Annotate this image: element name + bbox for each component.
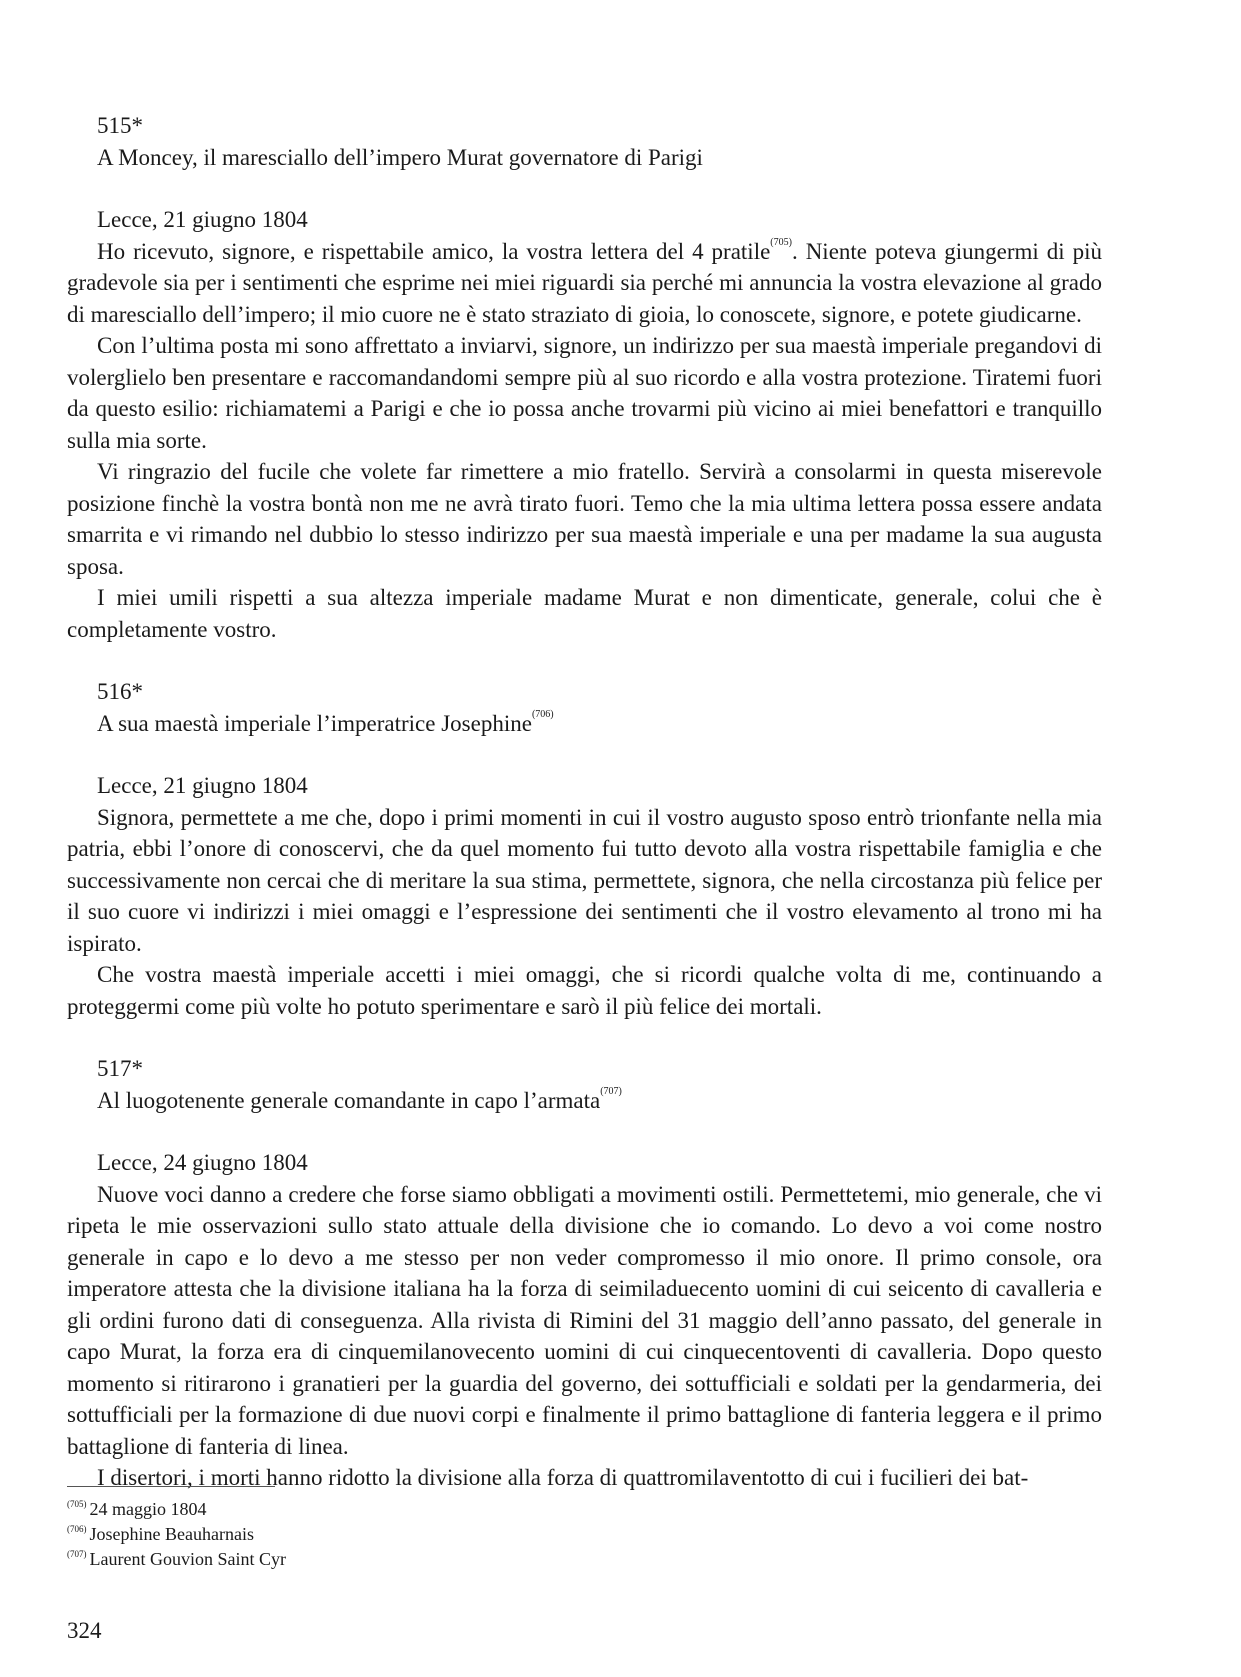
letter-number: 517* (97, 1056, 143, 1081)
footnote-mark: (707) (67, 1549, 87, 1559)
recipient-text: Al luogotenente generale comandante in capo l’armata (97, 1087, 601, 1113)
footnote-text: Josephine Beauharnais (89, 1524, 254, 1544)
letter-date: Lecce, 21 giugno 1804 (97, 207, 308, 232)
letter-paragraph: I disertori, i morti hanno ridotto la divisione alla forza di quattromilaventotto di cui i fucilieri dei bat- (97, 1465, 1029, 1490)
recipient-text: A sua maestà imperiale l’imperatrice Josephine (97, 710, 532, 736)
letter-paragraph: Nuove voci danno a credere che forse siamo obbligati a movimenti ostili. Permettetemi, mio generale, che vi ripeta le mie osservazioni sullo stato attuale della divisione che io comando. Lo devo a voi come nostro generale in capo e lo devo a me stesso per non veder compromesso il mio onore. Il primo console, ora imperatore attesta che la divisione italiana ha la forza di seimiladuecento uomini di cui seicento di cavalleria e gli ordini furono dati di conseguenza. Alla rivista di Rimini del 31 maggio dell’anno passato, del generale in capo Murat, la forza era di cinquemilanovecento uomini di cui cinquecentoventi di cavalleria. Dopo questo momento si ritirarono i granatieri per la guardia del governo, dei sottufficiali e soldati per la gendarmeria, dei sottufficiali per la formazione di due nuovi corpi e finalmente il primo battaglione di fanteria leggera e il primo battaglione di fanteria di linea. (67, 1181, 1102, 1459)
letter-recipient (67, 1085, 1102, 1117)
footnote-text: 24 maggio 1804 (89, 1499, 207, 1519)
letter-paragraph: Signora, permettete a me che, dopo i primi momenti in cui il vostro augusto sposo entrò trionfante nella mia patria, ebbi l’onore di conoscervi, che da quel momento fui tutto devoto alla vostra rispettabile famiglia e che successivamente non cercai che di meritare la sua stima, permettete, signora, che nella circostanza più felice per il suo cuore vi indirizzi i miei omaggi e l’espressione dei sentimenti che il vostro elevamento al trono mi ha ispirato. (67, 804, 1102, 956)
footnote-item (67, 1497, 667, 1522)
footnotes (67, 1497, 667, 1572)
letter-paragraph: I miei umili rispetti a sua altezza imperiale madame Murat e non dimenticate, generale, colui che è completamente vostro. (67, 585, 1102, 642)
letter-516 (67, 676, 1102, 1022)
letter-recipient (67, 708, 1102, 740)
letter-date: Lecce, 21 giugno 1804 (97, 773, 308, 798)
letter-number: 516* (97, 679, 143, 704)
paragraph-text: . Niente poteva giungermi di più gradevole sia per i sentimenti che esprime nei miei riguardi sia perché mi annuncia la vostra elevazione al grado di maresciallo dell’impero; il mio cuore ne è stato straziato di gioia, lo conoscete, signore, e potete giudicarne. (67, 238, 1102, 327)
footnote-mark: (705) (67, 1499, 87, 1509)
letter-number: 515* (97, 113, 143, 138)
footnote-ref: (707) (600, 1085, 622, 1097)
letter-515 (67, 110, 1102, 645)
page-number: 324 (67, 1618, 102, 1643)
paragraph-text: Ho ricevuto, signore, e rispettabile amico, la vostra lettera del 4 pratile (97, 238, 771, 264)
letter-recipient: A Moncey, il maresciallo dell’impero Murat governatore di Parigi (97, 144, 703, 170)
letter-paragraph (67, 236, 1102, 331)
footnote-ref: (706) (531, 708, 554, 720)
letter-date: Lecce, 24 giugno 1804 (97, 1150, 308, 1175)
footnote-divider (67, 1486, 275, 1487)
footnote-mark: (706) (67, 1524, 87, 1534)
footnote-item (67, 1547, 667, 1572)
main-text (67, 110, 1102, 1494)
letter-paragraph: Che vostra maestà imperiale accetti i miei omaggi, che si ricordi qualche volta di me, continuando a proteggermi come più volte ho potuto sperimentare e sarò il più felice dei mortali. (67, 962, 1102, 1019)
footnote-ref: (705) (770, 236, 792, 248)
letter-517 (67, 1053, 1102, 1494)
letter-paragraph: Con l’ultima posta mi sono affrettato a inviarvi, signore, un indirizzo per sua maestà imperiale pregandovi di volerglielo ben presentare e raccomandandomi sempre più al suo ricordo e alla vostra protezione. Tiratemi fuori da questo esilio: richiamatemi a Parigi e che io possa anche trovarmi più vicino ai miei benefattori e tranquillo sulla mia sorte. (67, 333, 1102, 453)
footnote-item (67, 1522, 667, 1547)
letter-paragraph: Vi ringrazio del fucile che volete far rimettere a mio fratello. Servirà a consolarmi in questa miserevole posizione finchè la vostra bontà non me ne avrà tirato fuori. Temo che la mia ultima lettera possa essere andata smarrita e vi rimando nel dubbio lo stesso indirizzo per sua maestà imperiale e una per madame la sua augusta sposa. (67, 459, 1102, 579)
footnote-text: Laurent Gouvion Saint Cyr (89, 1549, 286, 1569)
